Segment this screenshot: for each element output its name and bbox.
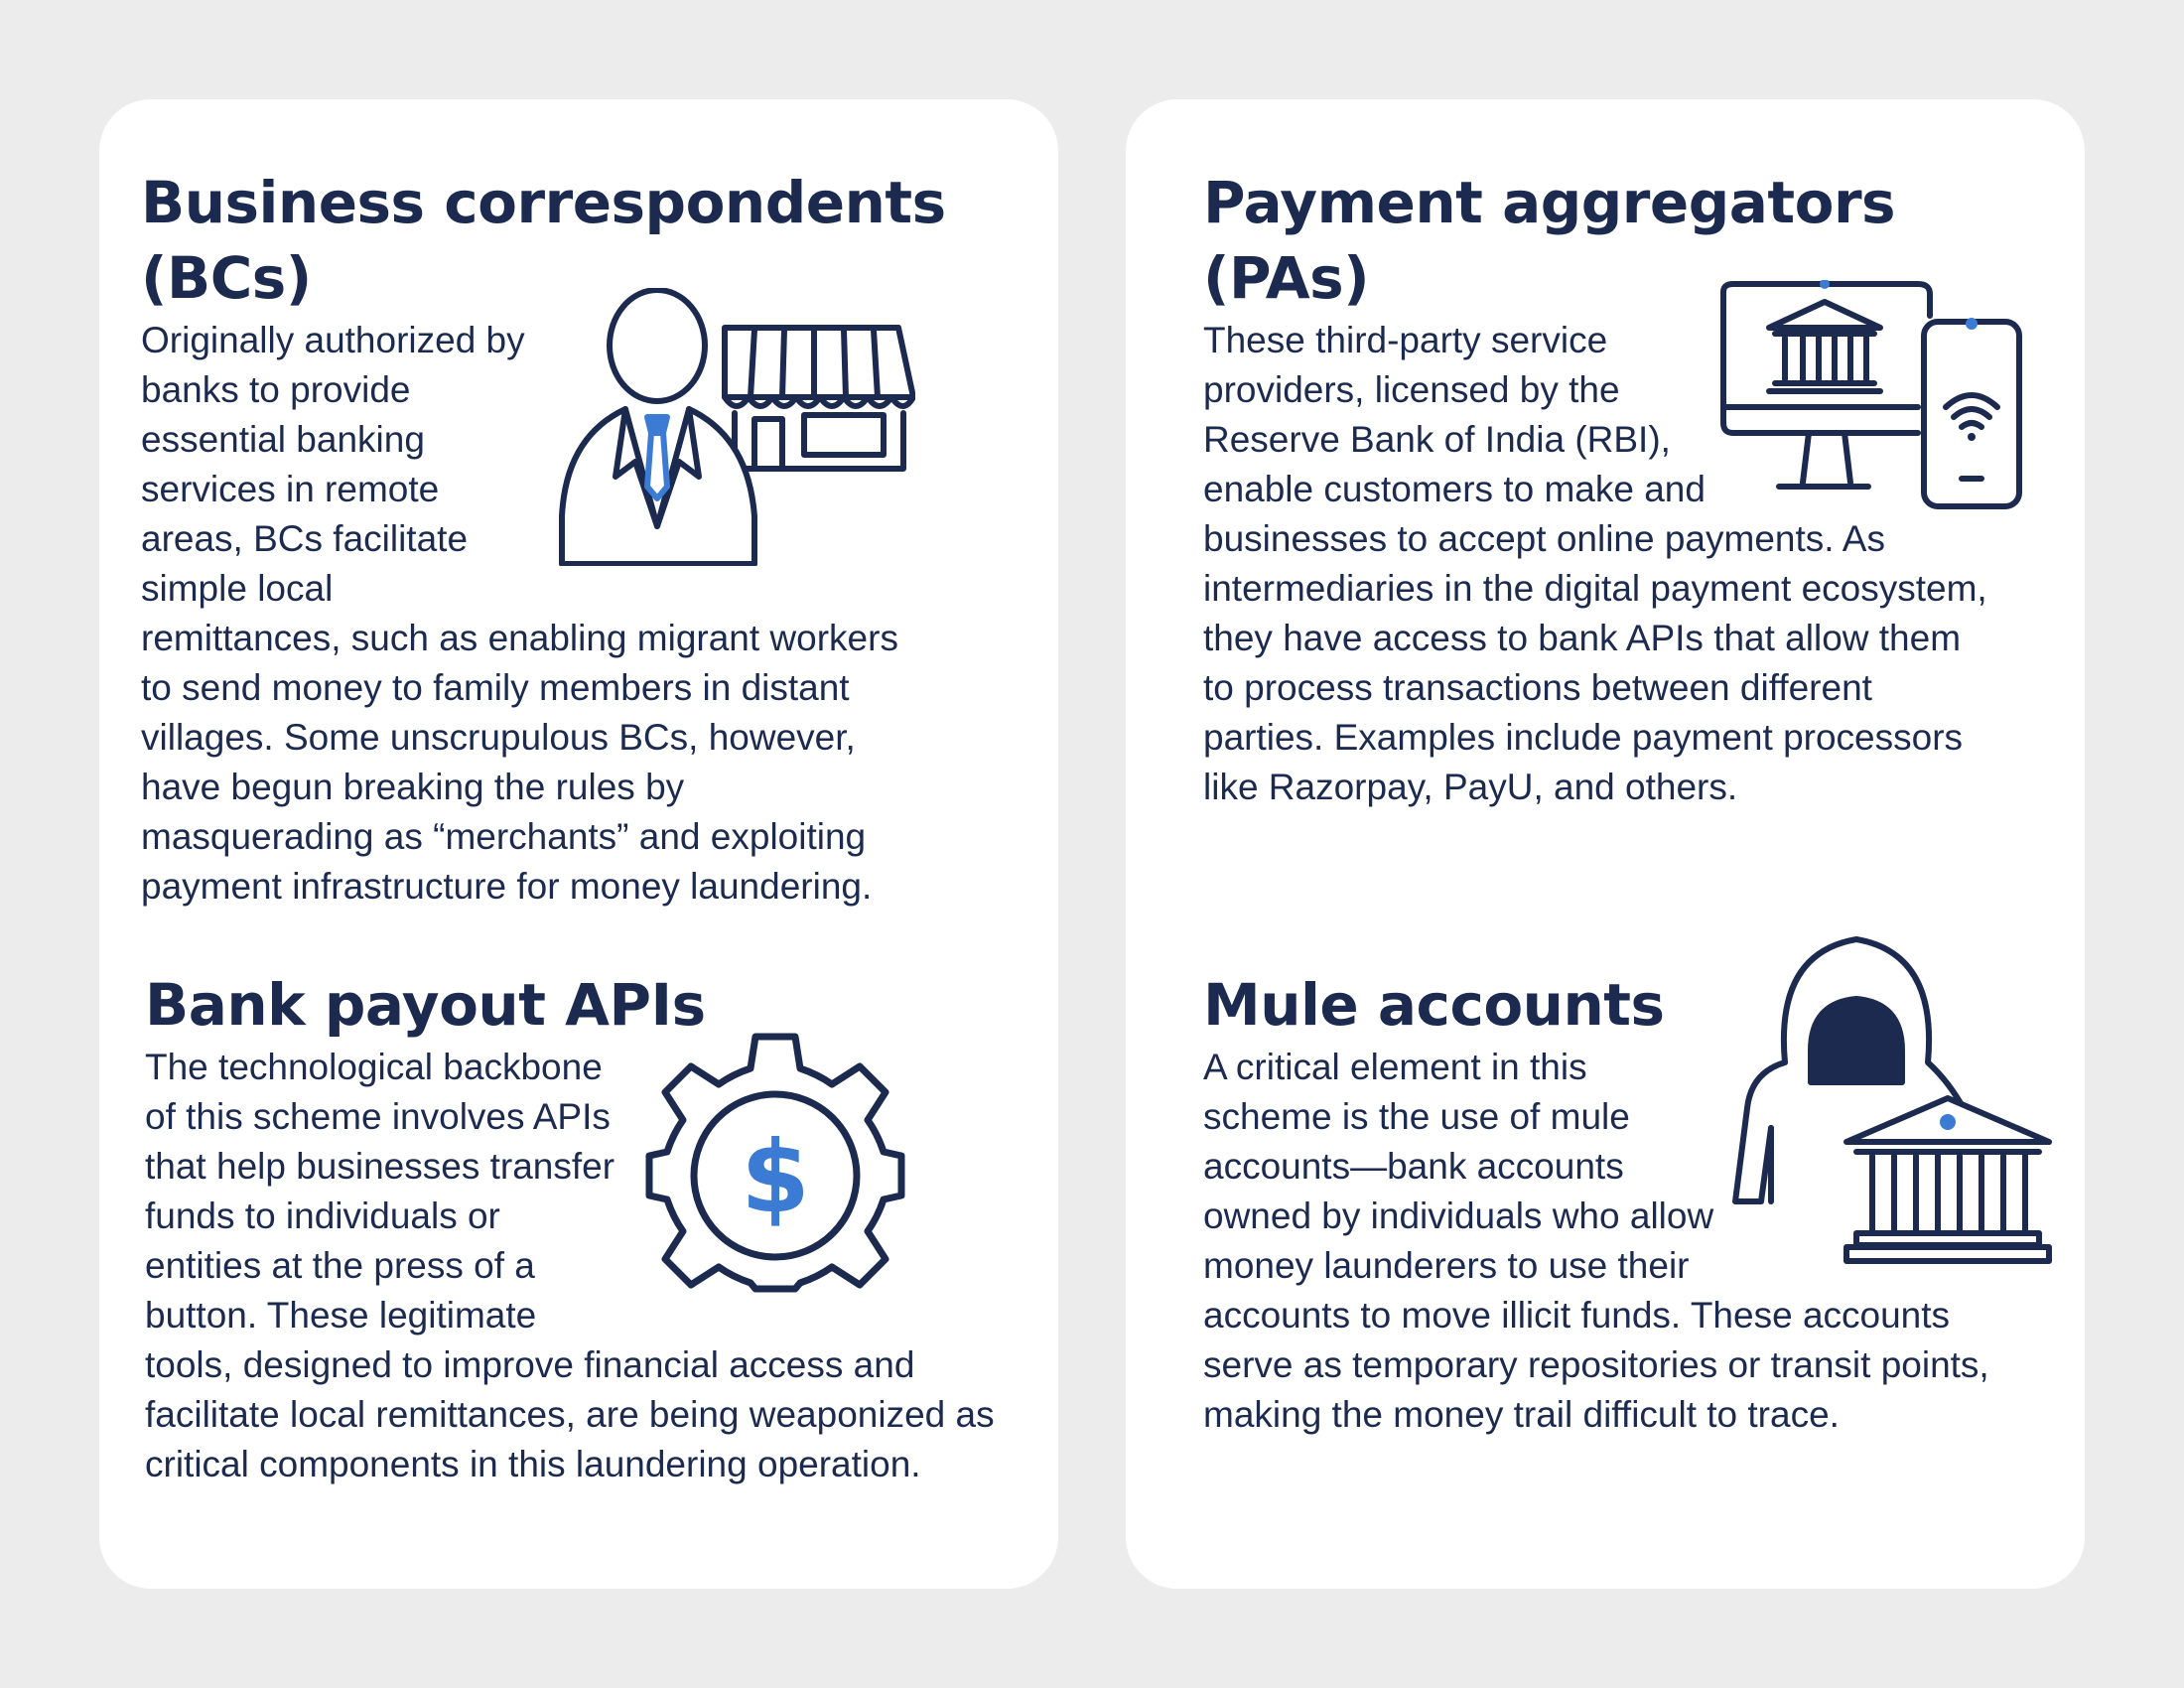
svg-text:$: $: [741, 1119, 810, 1235]
left-card: [99, 99, 1058, 1589]
pas-title-line1: Payment aggregators: [1203, 169, 1896, 236]
bcs-section: [141, 165, 1034, 912]
apis-section: [145, 967, 1038, 1489]
apis-body-wrap: [145, 1043, 1019, 1489]
bcs-body-wrap: [141, 316, 915, 912]
bcs-title-line2: (BCs): [141, 244, 312, 312]
payment-aggregator-icon: [1719, 280, 2027, 510]
mule-title: Mule accounts: [1203, 971, 1665, 1039]
mule-section: [1203, 967, 2057, 1440]
apis-body: The technological backbone of this scheme involves APIs that help businesses transfer funds to individuals or entities at the press of a button. These legitimate tools, designed to improve financial access and facilitate local remittances, are being weaponized as critical components in this laundering operation.: [145, 1047, 995, 1484]
hooded-figure-bank-icon: [1731, 933, 2055, 1267]
bcs-title-line1: Business correspondents: [141, 169, 946, 236]
pas-body: These third-party service providers, licensed by the Reserve Bank of India (RBI), enable customers to make and businesses to accept online payments. As intermediaries in the digital payment ecosystem, they have access to bank APIs that allow them to process transactions between different parties. Examples include payment processors like Razorpay, PayU, and others.: [1203, 320, 1987, 807]
pas-body-wrap: [1203, 316, 1997, 812]
business-correspondent-icon: [556, 288, 915, 566]
mule-body-wrap: [1203, 1043, 2017, 1440]
bcs-body: Originally authorized by banks to provide essential banking services in remote areas, BCs facilitate simple local remittances, such as enabling migrant workers to send money to family members in distant villages. Some unscrupulous BCs, however, have begun breaking the rules by masquerading as “merchants” and exploiting payment infrastructure for money laundering.: [141, 320, 898, 907]
pas-title-line2: (PAs): [1203, 244, 1370, 312]
pas-section: [1203, 165, 2057, 812]
gear-dollar-icon: [641, 1029, 909, 1297]
right-card: [1126, 99, 2085, 1589]
mule-body: A critical element in this scheme is the use of mule accounts—bank accounts owned by individuals who allow money launderers to use their accounts to move illicit funds. These accounts serve as temporary repositories or transit points, making the money trail difficult to trace.: [1203, 1047, 1989, 1435]
apis-title: Bank payout APIs: [145, 971, 706, 1039]
